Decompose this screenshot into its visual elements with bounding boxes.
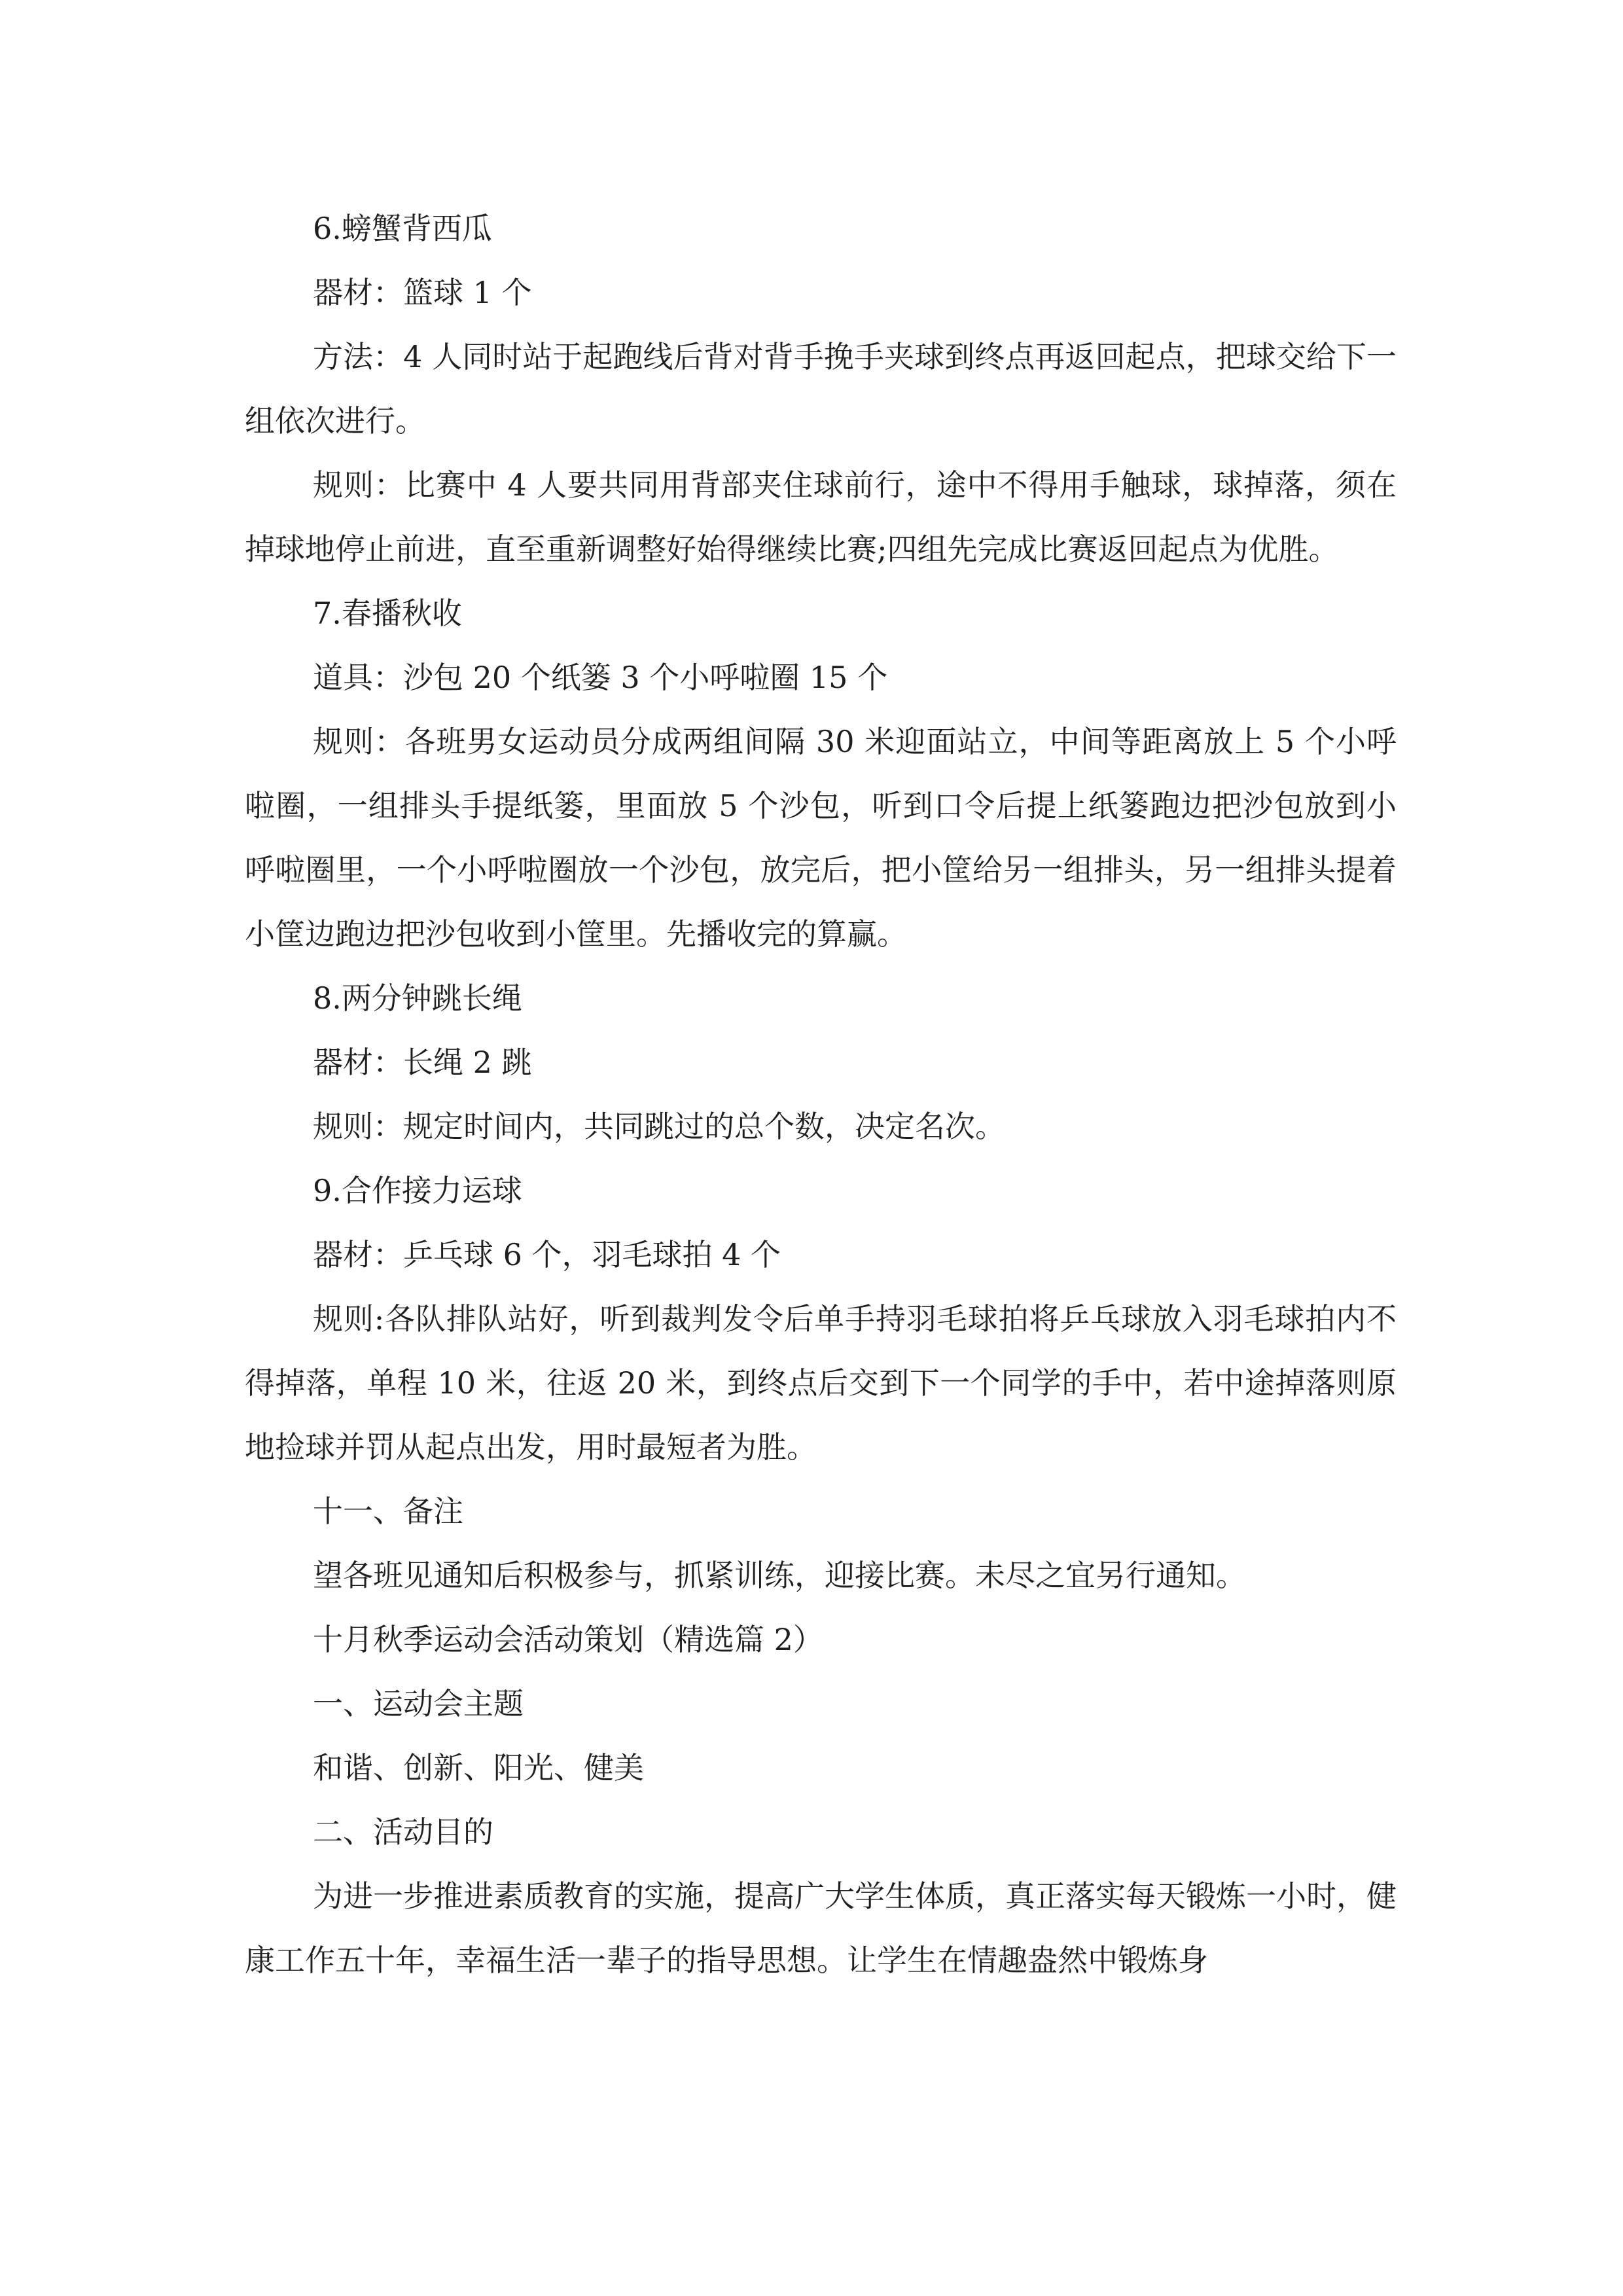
section-heading-theme: 一、运动会主题	[313, 1686, 524, 1721]
props-line: 道具：沙包 20 个纸篓 3 个小呼啦圈 15 个	[313, 660, 888, 695]
equipment-line: 器材：篮球 1 个	[313, 275, 532, 310]
purpose-paragraph: 为进一步推进素质教育的实施，提高广大学生体质，真正落实每天锻炼一小时，健康工作五十年，幸福生活一辈子的指导思想。让学生在情趣盎然中锻炼身	[245, 1878, 1397, 1978]
rules-paragraph: 规则：各班男女运动员分成两组间隔 30 米迎面站立，中间等距离放上 5 个小呼啦圈，一组排头手提纸篓，里面放 5 个沙包，听到口令后提上纸篓跑边把沙包放到小呼啦圈里，一个小呼啦圈放一个沙包，放完后，把小筐给另一组排头，另一组排头提着小筐边跑边把沙包收到小筐里。先播收完的算赢。	[245, 724, 1397, 952]
equipment-line: 器材：乒乓球 6 个，羽毛球拍 4 个	[313, 1237, 781, 1272]
rules-paragraph: 规则:各队排队站好，听到裁判发令后单手持羽毛球拍将乒乓球放入羽毛球拍内不得掉落，单程 10 米，往返 20 米，到终点后交到下一个同学的手中，若中途掉落则原地捡球并罚从起点出发，用时最短者为胜。	[245, 1301, 1397, 1465]
section-heading-purpose: 二、活动目的	[313, 1814, 493, 1850]
rules-paragraph: 规则：比赛中 4 人要共同用背部夹住球前行，途中不得用手触球，球掉落，须在掉球地停止前进，直至重新调整好始得继续比赛;四组先完成比赛返回起点为优胜。	[245, 467, 1397, 567]
rules-line: 规则：规定时间内，共同跳过的总个数，决定名次。	[313, 1109, 1005, 1144]
item-heading-jump-rope: 8.两分钟跳长绳	[313, 980, 522, 1016]
section-heading-notes: 十一、备注	[313, 1494, 463, 1529]
item-heading-relay: 9.合作接力运球	[313, 1173, 522, 1208]
method-paragraph: 方法：4 人同时站于起跑线后背对背手挽手夹球到终点再返回起点，把球交给下一组依次进行。	[245, 339, 1397, 439]
document-body	[245, 196, 1397, 1992]
notes-paragraph: 望各班见通知后积极参与，抓紧训练，迎接比赛。未尽之宜另行通知。	[313, 1558, 1246, 1593]
item-heading-crab: 6.螃蟹背西瓜	[313, 211, 492, 246]
article-title: 十月秋季运动会活动策划（精选篇 2）	[313, 1622, 823, 1657]
item-heading-spring-autumn: 7.春播秋收	[313, 596, 462, 631]
theme-line: 和谐、创新、阳光、健美	[313, 1750, 644, 1785]
equipment-line: 器材：长绳 2 跳	[313, 1045, 532, 1080]
